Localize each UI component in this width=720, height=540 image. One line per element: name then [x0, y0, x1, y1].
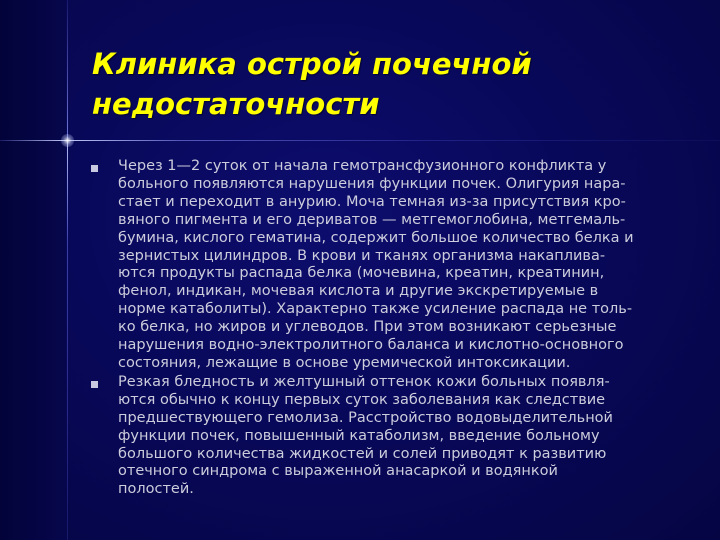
text-line: полостей.: [118, 481, 194, 498]
text-line: зернистых цилиндров. В крови и тканях организма накаплива-: [118, 247, 606, 264]
text-line: норме катаболиты). Характерно также усиление распада не толь-: [118, 301, 633, 318]
square-bullet-icon: [91, 381, 98, 388]
slide-title-line: Клиника острой почечной: [92, 47, 532, 81]
horizontal-accent-line: [0, 140, 720, 141]
bullet-list: [88, 158, 688, 500]
left-decorative-band: [0, 0, 66, 540]
bullet-item: [88, 374, 688, 499]
text-line: ко белка, но жиров и углеводов. При этом возникают серьезные: [118, 319, 617, 336]
line-crossing-glow: [61, 134, 74, 147]
text-line: ются обычно к концу первых суток заболевания как следствие: [118, 391, 606, 408]
text-line: состояния, лежащие в основе уремической интоксикации.: [118, 354, 571, 371]
text-line: стает и переходит в анурию. Моча темная из-за присутствия кро-: [118, 193, 626, 210]
text-line: больного появляются нарушения функции почек. Олигурия нара-: [118, 175, 626, 192]
text-line: предшествующего гемолиза. Расстройство водовыделительной: [118, 409, 613, 426]
text-line: функции почек, повышенный катаболизм, введение больному: [118, 427, 600, 444]
vertical-accent-line: [67, 0, 68, 540]
text-line: ются продукты распада белка (мочевина, креатин, креатинин,: [118, 265, 605, 282]
bullet-text: [118, 374, 688, 499]
slide-title-line: недостаточности: [92, 87, 380, 121]
text-line: Резкая бледность и желтушный оттенок кожи больных появля-: [118, 373, 610, 390]
bullet-item: [88, 158, 688, 373]
text-line: большого количества жидкостей и солей приводят к развитию: [118, 445, 607, 462]
text-line: Через 1—2 суток от начала гемотрансфузионного конфликта у: [118, 158, 607, 174]
bullet-text: [118, 158, 688, 373]
text-line: бумина, кислого гематина, содержит большое количество белка и: [118, 229, 634, 246]
text-line: вяного пигмента и его дериватов — метгемоглобина, метгемаль-: [118, 211, 626, 228]
square-bullet-icon: [91, 165, 98, 172]
text-line: фенол, индикан, мочевая кислота и другие экскретируемые в: [118, 283, 599, 300]
slide-title: [92, 44, 652, 124]
text-line: нарушения водно-электролитного баланса и кислотно-основного: [118, 337, 624, 354]
text-line: отечного синдрома с выраженной анасаркой и водянкой: [118, 463, 558, 480]
